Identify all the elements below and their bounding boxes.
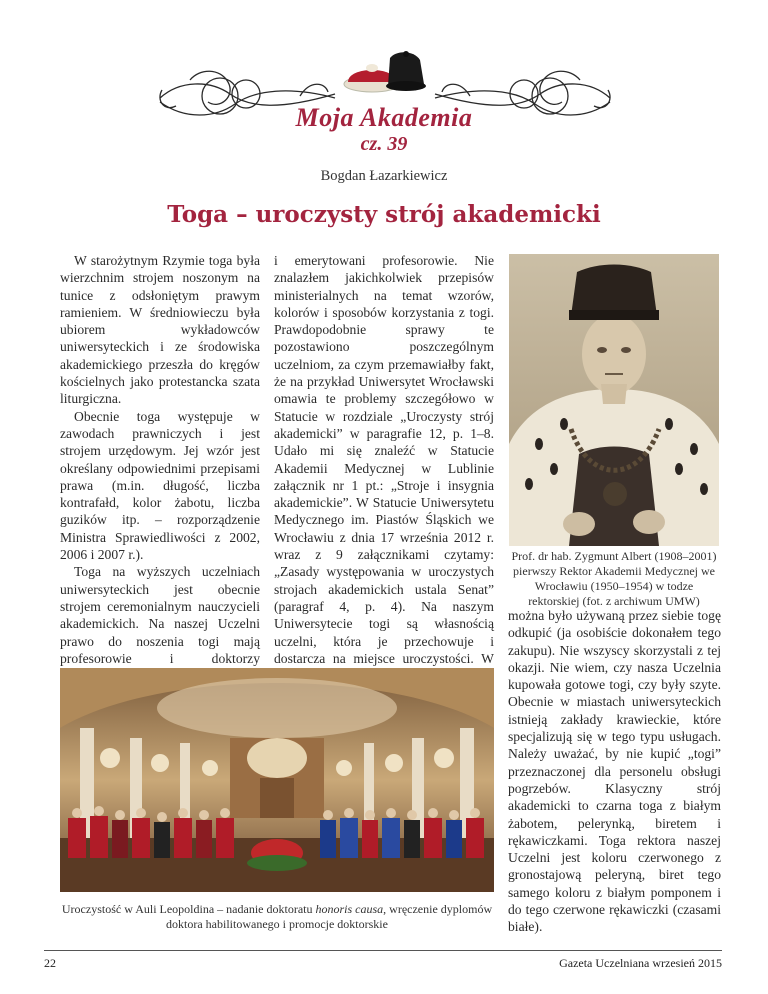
text-column-1 bbox=[60, 252, 260, 664]
series-title: Moja Akademia bbox=[295, 103, 473, 132]
aula-caption bbox=[60, 902, 494, 932]
footer-rule bbox=[44, 950, 722, 951]
author-name: Bogdan Łazarkiewicz bbox=[320, 168, 448, 184]
series-number: cz. 39 bbox=[360, 133, 408, 155]
paragraph: W starożytnym Rzymie toga była wierzchnim strojem noszonym na tunice z odsłoniętym prawym ramieniem. W średniowieczu była ubiorem wykładowców uniwersyteckich i ze środowiska akademickiego przeszła do kręgów kościelnych jako protestancka szata liturgiczna. bbox=[60, 253, 260, 407]
paragraph: Toga na wyższych uczelniach uniwersyteckich jest obecnie strojem ceremonialnym nauczycieli akademickich. Na naszej Uczelni prawo do noszenia togi mają profesorowie i doktorzy bbox=[60, 564, 260, 666]
portrait-caption: Prof. dr hab. Zygmunt Albert (1908–2001) pierwszy Rektor Akademii Medycznej we Wrocławiu (1950–1954) w todze rektorskiej (fot. z archiwum UMW) bbox=[511, 549, 717, 608]
article-title: Toga – uroczysty strój akademicki bbox=[167, 201, 601, 228]
publication-name: Gazeta Uczelniana wrzesień 2015 bbox=[559, 956, 722, 970]
caption-italic: honoris causa bbox=[315, 902, 384, 916]
text-column-2 bbox=[274, 252, 494, 664]
paragraph: można było używaną przez siebie togę odkupić (ja osobiście dokonałem tego zakupu). Nie wszyscy skorzystali z tej okazji. Nie wiem, czy nasza Uczelnia kupowała gotowe togi, czy były szyte. Obecnie w miastach uniwersyteckich istnieją zakłady krawieckie, które specjalizują się w tego typu usługach. Należy uważać, by nie kupić „togi” przeznaczonej dla personelu obsługi pogrzebów. Klasyczny strój akademicki to czarna toga z białym żabotem, pelerynką, biretem i rękawiczkami. Toga rektora naszej Uczelni jest koloru czerwonego z gronostajową peleryną, biret tego samego koloru z białym pomponem i do tego czerwone rękawiczki (czasami białe). bbox=[508, 608, 721, 935]
academic-caps-icon bbox=[338, 48, 430, 98]
caption-text: Uroczystość w Auli Leopoldina – nadanie doktoratu bbox=[61, 902, 316, 916]
paragraph: i emerytowani profesorowie. Nie znalazłem jakichkolwiek przepisów ministerialnych na temat wzorów, kolorów i sposobów korzystania z togi. Prawdopodobnie sprawy te pozostawiono poszczególnym uczelniom, za czym przemawiałby fakt, że na przykład Uniwersytet Wrocławski omawia te problemy szczegółowo w Statucie w rozdziale „Uroczysty strój akademicki” w paragrafie 12, p. 1–8. Udało mi się znaleźć w Statucie Akademii Medycznej w Lublinie załącznik nr 1 pt.: „Stroje i insygnia akademickie”. W Statucie Uniwersytetu Medycznego im. Piastów Śląskich we Wrocławiu z dnia 17 września 2012 r. wraz z 9 załącznikami czytamy: „Zasady występowania w uroczystych strojach akademickich ustala Senat” (paragraf 4, p. 4). Na naszym Uniwersytecie togi są własnością uczelni, która je przechowuje i dostarcza na miejsce uroczystości. W bbox=[274, 253, 494, 666]
aula-leopoldina-photo bbox=[60, 668, 494, 892]
paragraph: Obecnie toga występuje w zawodach prawniczych i jest strojem urzędowym. Jej wzór jest określany odpowiednimi przepisami prawa (m.in. długość, liczba kontrafałd, kolor żabotu, liczba guzików itp. – rozporządzenie Ministra Sprawiedliwości z 2002, 2006 i 2007 r.). bbox=[60, 408, 260, 563]
page-number: 22 bbox=[44, 956, 56, 970]
caption-text: , wręczenie dyplomów doktora habilitowanego i promocje doktorskie bbox=[166, 902, 493, 931]
text-column-3 bbox=[508, 607, 721, 959]
rector-portrait-photo bbox=[509, 254, 719, 546]
